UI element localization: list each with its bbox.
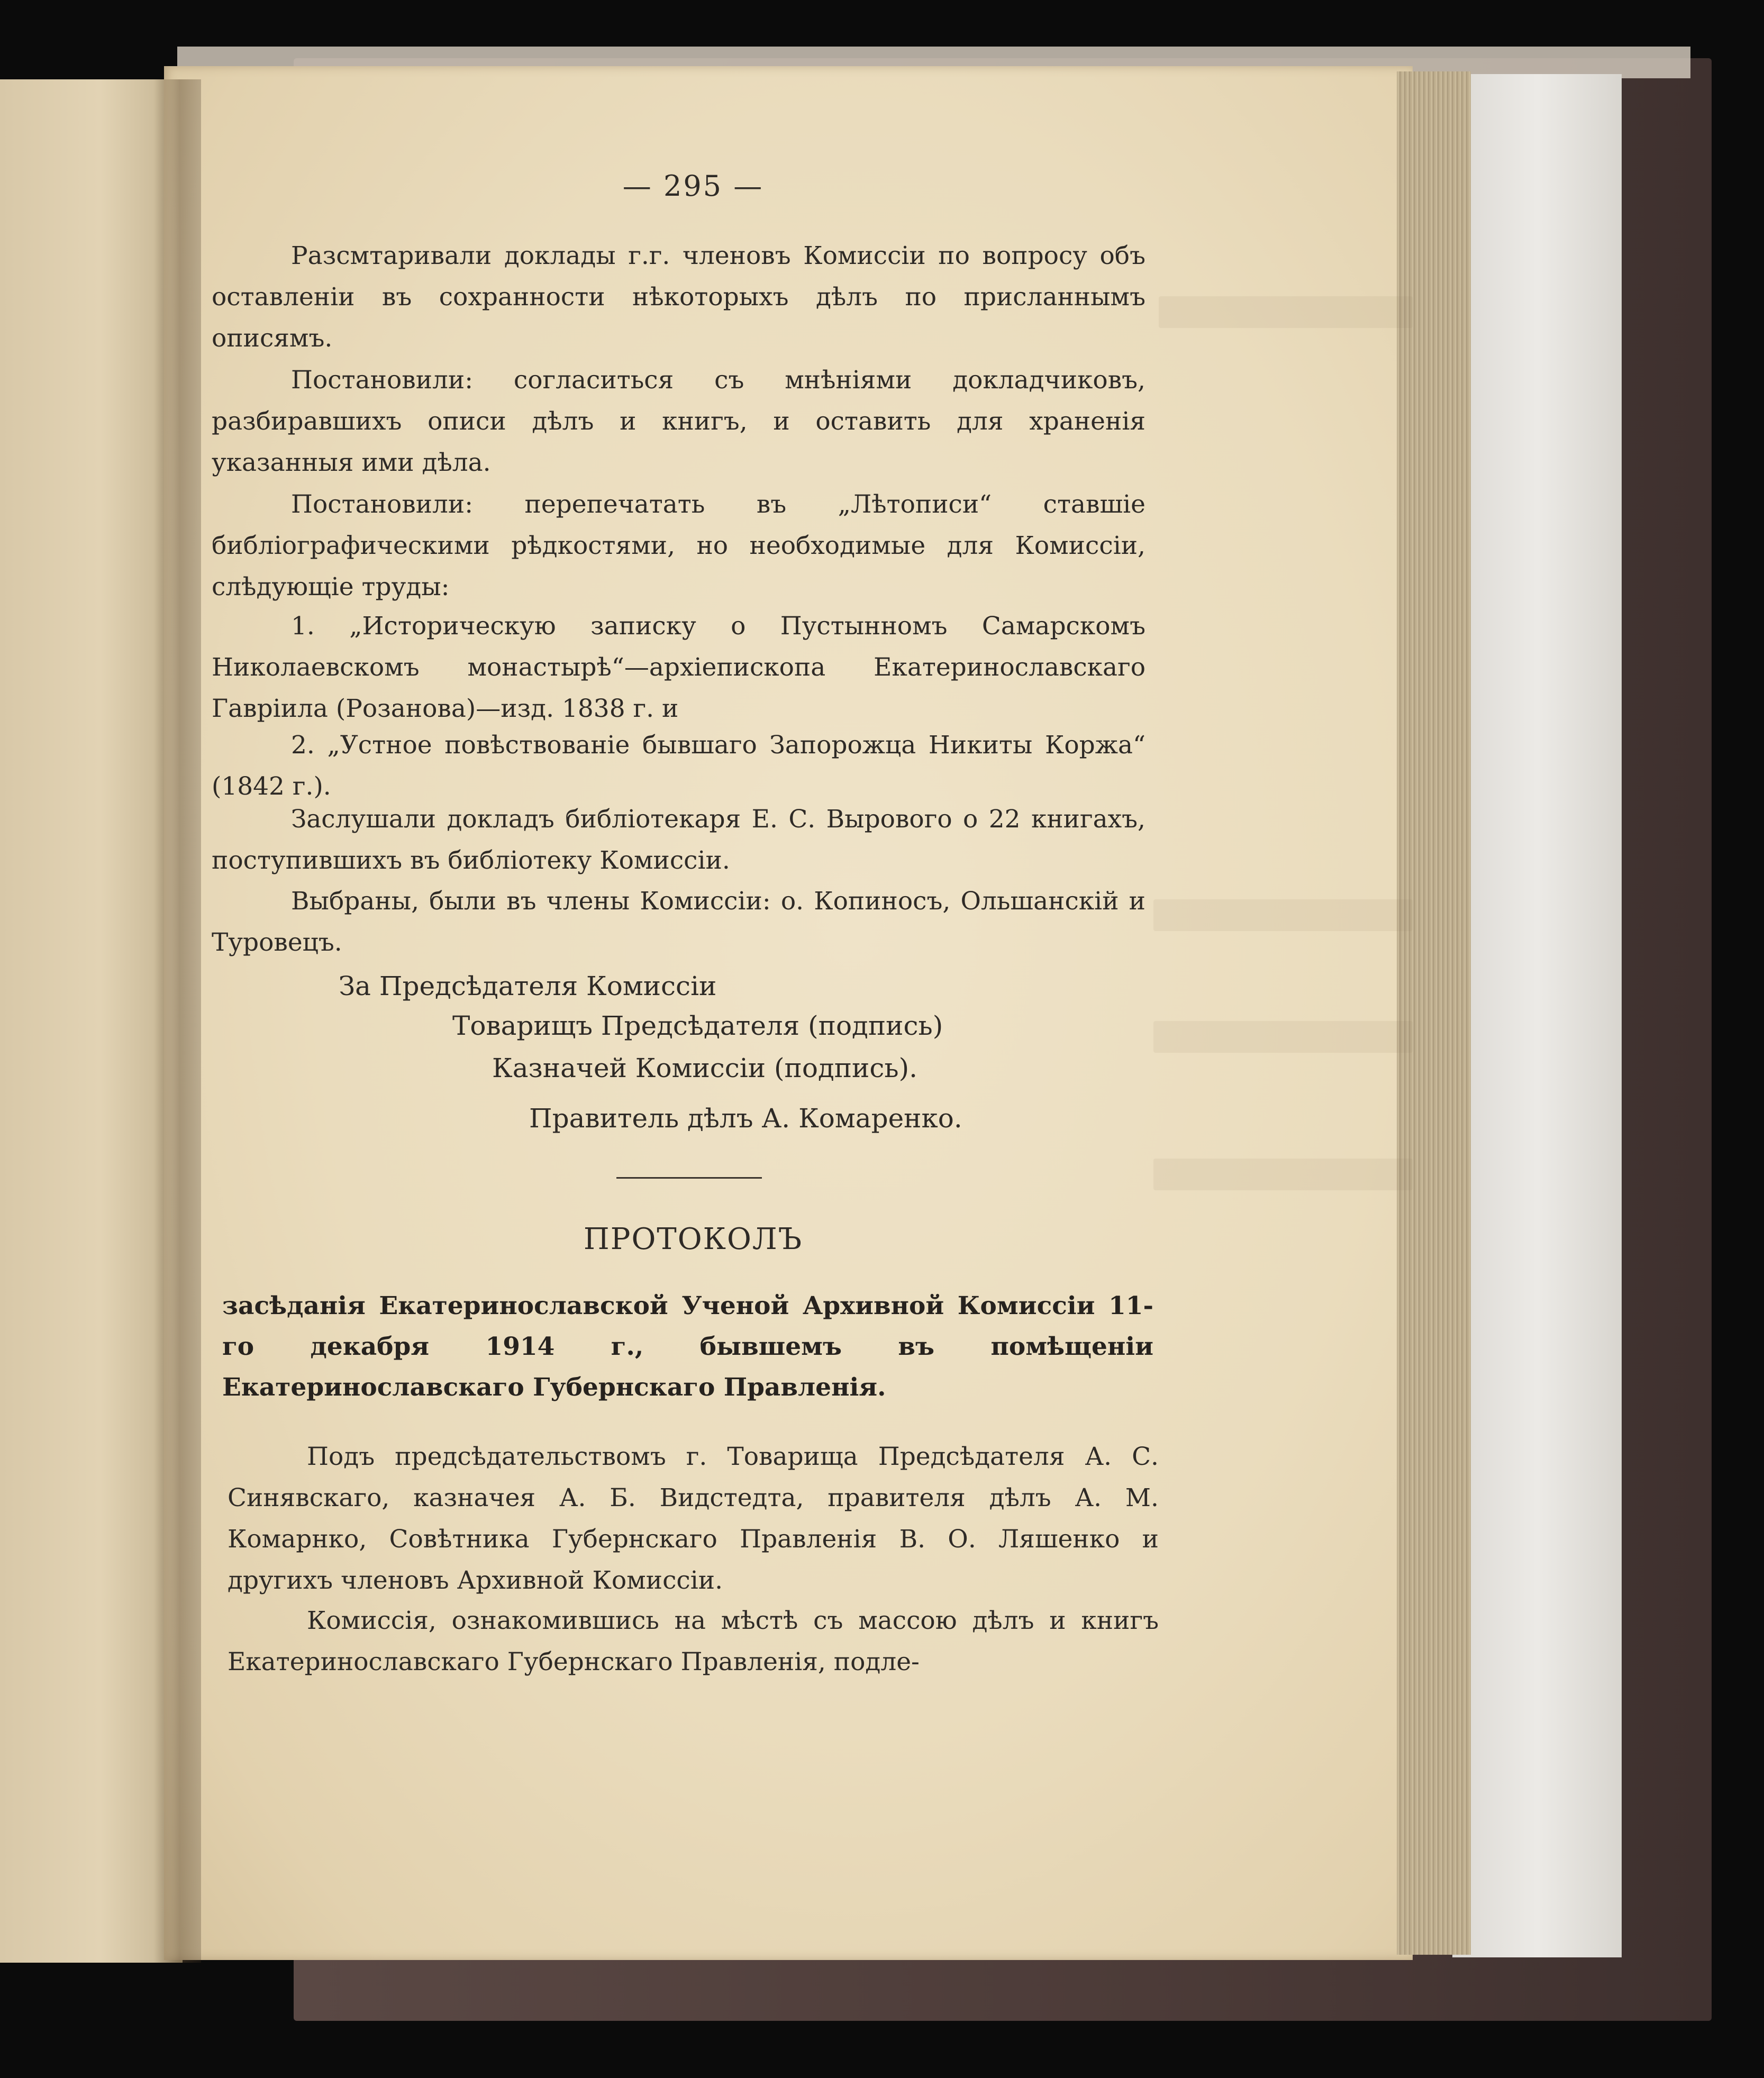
paragraph — [228, 1600, 1159, 1683]
bleed-through — [1153, 1159, 1413, 1190]
paragraph — [212, 484, 1145, 608]
gutter-shadow — [153, 79, 201, 1963]
paragraph — [212, 360, 1145, 484]
signature-line: За Предсѣдателя Комиссіи — [339, 971, 717, 1001]
section-divider — [616, 1177, 762, 1179]
bleed-through — [1153, 899, 1413, 931]
signature-line: Казначей Комиссіи (подпись). — [492, 1053, 918, 1083]
protocol-subtitle: засѣданія Екатеринославской Ученой Архивной Комиссіи 11-го декабря 1914 г., бывшемъ въ помѣщеніи Екатеринославскаго Губернскаго Правленія. — [222, 1291, 1153, 1402]
paragraph — [212, 799, 1145, 881]
list-item — [212, 725, 1145, 807]
paragraph-text: Выбраны, были въ члены Комиссіи: о. Копиносъ, Ольшанскій и Туровецъ. — [212, 887, 1145, 957]
page-edges — [1397, 71, 1471, 1955]
paragraph-text: Комиссія, ознакомившись на мѣстѣ съ массою дѣлъ и книгъ Екатеринославскаго Губернскаго Правленія, подле- — [228, 1606, 1159, 1676]
paragraph-text: Заслушали докладъ библіотекаря Е. С. Вырового о 22 книгахъ, поступившихъ въ библіотеку Комиссіи. — [212, 805, 1145, 875]
paragraph — [212, 235, 1145, 359]
paragraph-text: Постановили: согласиться съ мнѣніями докладчиковъ, разбиравшихъ описи дѣлъ и книгъ, и оставить для храненія указанныя ими дѣла. — [212, 366, 1145, 477]
signature-line: Товарищъ Предсѣдателя (подпись) — [452, 1010, 943, 1041]
protocol-title: ПРОТОКОЛЪ — [583, 1222, 803, 1256]
page-number: — 295 — — [622, 169, 764, 203]
bleed-through — [1159, 296, 1413, 328]
paragraph-text: Постановили: перепечатать въ „Лѣтописи“ ставшіе библіографическими рѣдкостями, но необходимые для Комиссіи, слѣдующіе труды: — [212, 490, 1145, 601]
bleed-through — [1153, 1021, 1413, 1053]
inserted-sheet — [1452, 74, 1622, 1957]
list-item-text: 2. „Устное повѣствованіе бывшаго Запорожца Никиты Коржа“ (1842 г.). — [212, 731, 1145, 801]
signature-line: Правитель дѣлъ А. Комаренко. — [529, 1103, 962, 1134]
paragraph-text: Разсмтаривали доклады г.г. членовъ Комиссіи по вопросу объ оставленіи въ сохранности нѣкоторыхъ дѣлъ по присланнымъ описямъ. — [212, 241, 1145, 353]
paragraph-text: Подъ предсѣдательствомъ г. Товарища Предсѣдателя А. С. Синявскаго, казначея А. Б. Видстедта, правителя дѣлъ А. М. Комарнко, Совѣтника Губернскаго Правленія В. О. Ляшенко и другихъ членовъ Архивной Комиссіи. — [228, 1442, 1159, 1595]
paragraph — [228, 1436, 1159, 1601]
list-item — [212, 606, 1145, 730]
paragraph — [212, 881, 1145, 963]
list-item-text: 1. „Историческую записку о Пустынномъ Самарскомъ Николаевскомъ монастырѣ“—архіепископа Екатеринославскаго Гавріила (Розанова)—изд. 1838 г. и — [212, 612, 1145, 723]
